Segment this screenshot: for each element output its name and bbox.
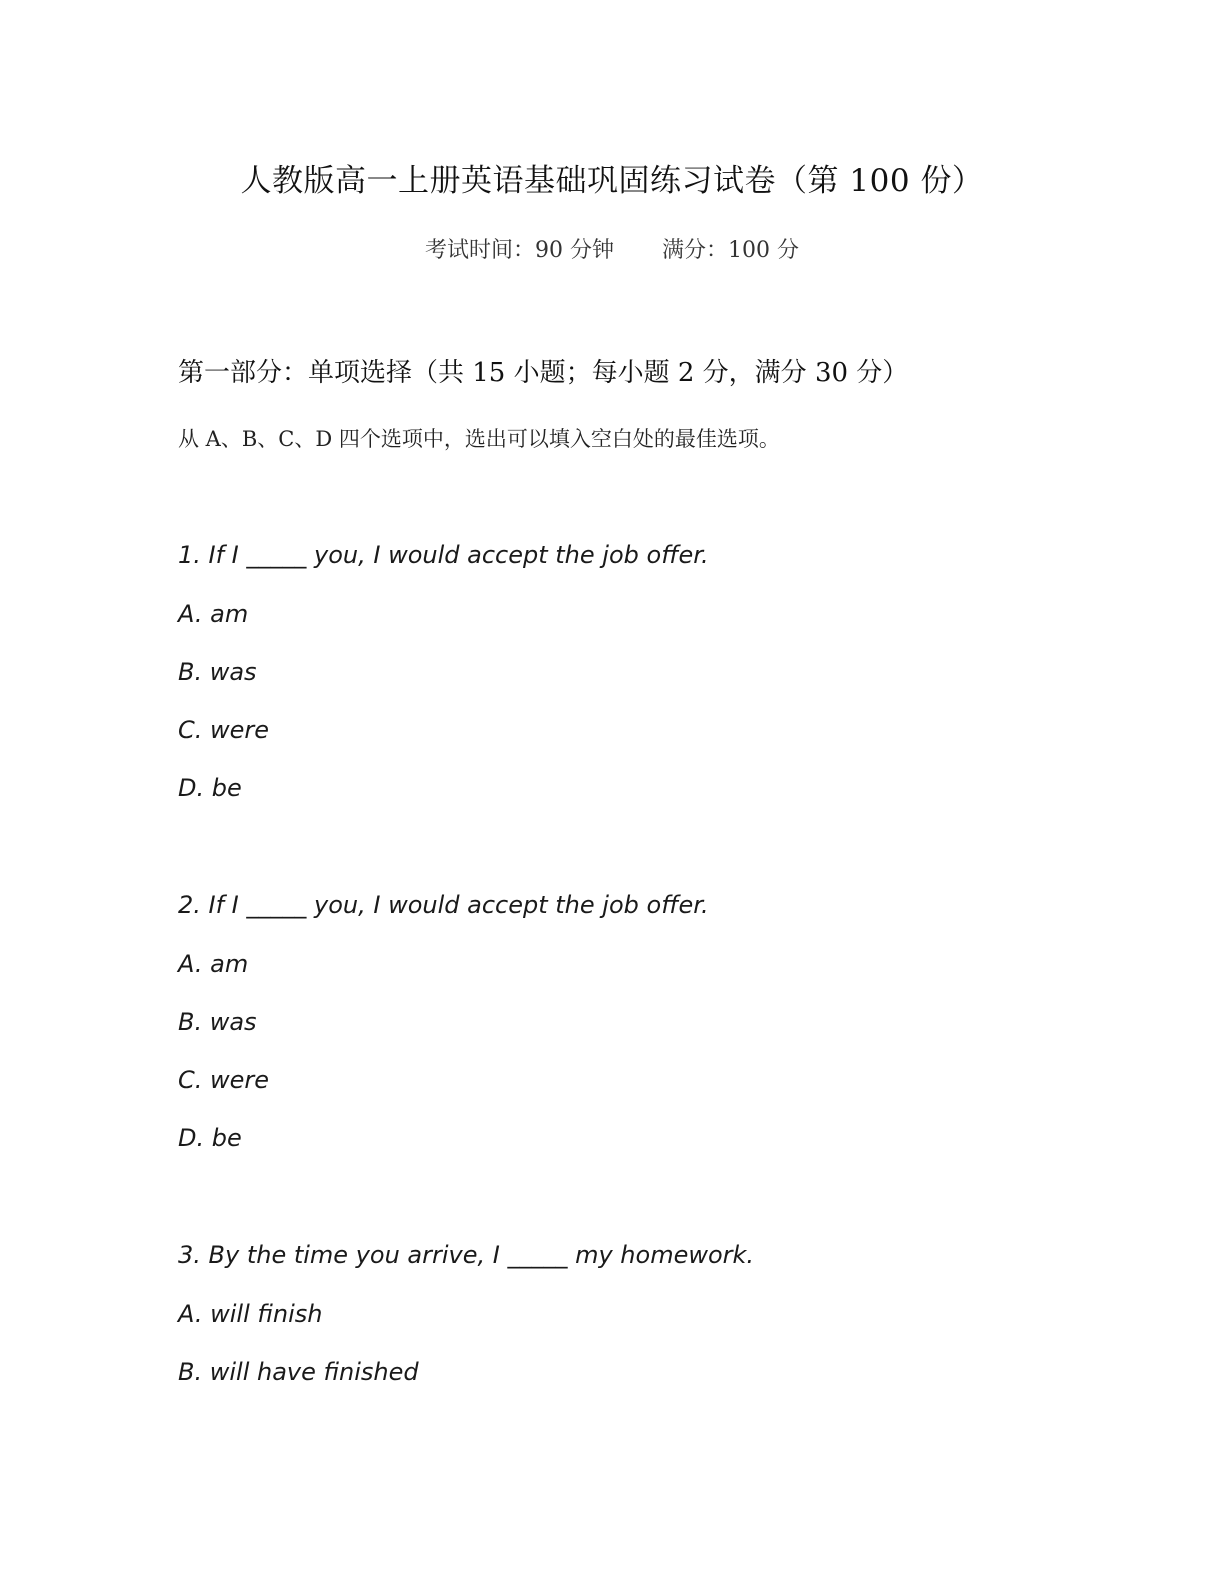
page-title: 人教版高一上册英语基础巩固练习试卷（第 100 份） (240, 163, 984, 199)
exam-info (0, 234, 1224, 268)
option-b: B. will have finished (178, 1358, 419, 1386)
option-c: C. were (178, 1066, 270, 1094)
question-stem: 3. By the time you arrive, I _____ my homework. (178, 1241, 755, 1269)
option-a: A. am (178, 950, 249, 978)
section-heading: 第一部分：单项选择（共 15 小题；每小题 2 分，满分 30 分） (178, 358, 909, 388)
question-stem: 1. If I _____ you, I would accept the job offer. (178, 541, 709, 569)
option-c: C. were (178, 716, 270, 744)
exam-time: 考试时间：90 分钟 (425, 238, 614, 263)
option-d: D. be (178, 774, 242, 802)
question-stem: 2. If I _____ you, I would accept the job offer. (178, 891, 709, 919)
option-a: A. am (178, 600, 249, 628)
exam-score: 满分：100 分 (662, 238, 799, 263)
option-b: B. was (178, 1008, 257, 1036)
section-instruction: 从 A、B、C、D 四个选项中，选出可以填入空白处的最佳选项。 (178, 427, 780, 451)
option-a: A. will finish (178, 1300, 323, 1328)
option-b: B. was (178, 658, 257, 686)
option-d: D. be (178, 1124, 242, 1152)
